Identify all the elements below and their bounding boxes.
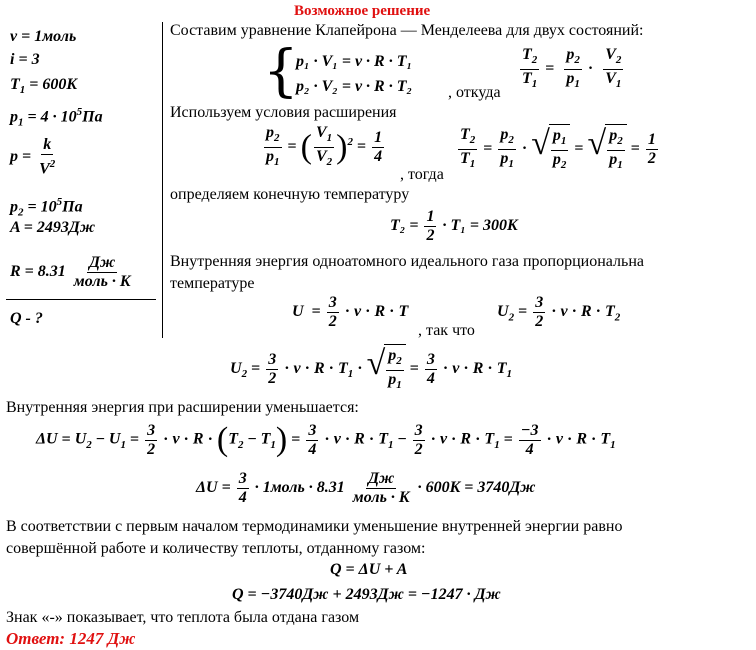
- text-final-temperature: определяем конечную температуру: [170, 186, 410, 203]
- text-first-law-2: совершённой работе и количеству теплоты, отданному газом:: [6, 540, 426, 557]
- text-first-law: В соответствии с первым началом термодинамики уменьшение внутренней энергии равно: [6, 518, 623, 535]
- eq-ratio: $\frac{T_2}{T_1}$ = $\frac{p_2}{p_1}$ · $\frac{V_2}{V_1}$: [522, 46, 622, 91]
- given-divider: [162, 22, 163, 338]
- eq-temperature-ratio: $\frac{T_2}{T_1}$ = $\frac{p_2}{p_1}$ · √ $\frac{p_1}{p_2}$ = √ $\frac{p_2}{p_1}$ = $\frac{1}{2}$: [456, 124, 660, 174]
- text-internal-energy: Внутренняя энергия одноатомного идеального газа пропорциональна: [170, 253, 644, 270]
- text-sign: Знак «-» показывает, что теплота была отдана газом: [6, 609, 360, 626]
- eq-q: Q = ΔU + A: [330, 561, 408, 578]
- eq-u2: $U_2$ = $\frac{3}{2}$ · $\nu \cdot R \cdot T_2$: [497, 294, 621, 330]
- text-togda: , тогда: [400, 166, 444, 183]
- given-p1: $p_1 = 4 \cdot 10^5Па$: [10, 106, 103, 129]
- given-nu: ν = 1моль: [10, 28, 77, 45]
- system-brace: {: [263, 39, 299, 104]
- eq-t2: T₂ = $\frac{1}{2}$ · T₁ = 300K: [390, 208, 518, 244]
- eq-u2-expanded: $U_2$ = $\frac{3}{2}$ · $\nu \cdot R \cdot T_1$ · √ $\frac{p_2}{p_1}$ = $\frac{3}{4}$ · $\nu \cdot R \cdot T_1$: [230, 344, 512, 394]
- page-title: Возможное решение: [294, 3, 431, 19]
- given-i: i = 3: [10, 51, 40, 68]
- answer: Ответ: 1247 Дж: [6, 629, 136, 648]
- eq-system-1: p₁ · V₁ = ν · R · T₁: [296, 53, 413, 70]
- given-p2: $p_2 = 10^5Па$: [10, 196, 83, 219]
- eq-q-numeric: Q = −3740Дж + 2493Дж = −1247 · Дж: [232, 586, 501, 603]
- eq-pressure-ratio: $\frac{p_2}{p_1}$ = ( $\frac{V_1}{V_2}$ )$^2$ = $\frac{1}{4}$: [266, 124, 383, 169]
- text-energy-decreases: Внутренняя энергия при расширении уменьшается:: [6, 399, 359, 416]
- given-find: Q - ?: [10, 310, 43, 327]
- text-tak-chto: , так что: [418, 322, 475, 339]
- given-r: R = 8.31 $\frac{Дж}{\text{моль · K}}$: [10, 254, 131, 290]
- eq-system-2: p₂ · V₂ = ν · R · T₂: [296, 78, 413, 95]
- eq-delta-u: $\Delta U = U_2 - U_1$ = $\frac{3}{2}$ · $\nu \cdot R \cdot (T_2 - T_1)$ = $\frac{3}{4}$ · $\nu \cdot R \cdot T_1$ − $\frac{3}{2}$ · $\nu \cdot R \cdot T_1$ = $\frac{-3}{4}$ · $\nu \cdot R \cdot T_1$: [36, 421, 616, 458]
- given-a: A = 2493Дж: [10, 219, 96, 236]
- eq-delta-u-numeric: ΔU = $\frac{3}{4}$ · 1моль · 8.31 $\frac{Дж}{\text{моль · K}}$ · 600K = 3740Дж: [196, 470, 536, 506]
- text-clapeyron: Составим уравнение Клапейрона — Менделеева для двух состояний:: [170, 22, 644, 39]
- given-p: p = $\frac{k}{V^2}$: [10, 136, 56, 178]
- text-otkuda: , откуда: [448, 84, 501, 101]
- given-t1: $T_1 = 600K$: [10, 76, 78, 97]
- text-temperature: температуре: [170, 275, 255, 292]
- eq-u: U = $\frac{3}{2}$ · ν · R · T: [292, 294, 409, 330]
- find-divider: [6, 299, 156, 300]
- text-expansion: Используем условия расширения: [170, 104, 397, 121]
